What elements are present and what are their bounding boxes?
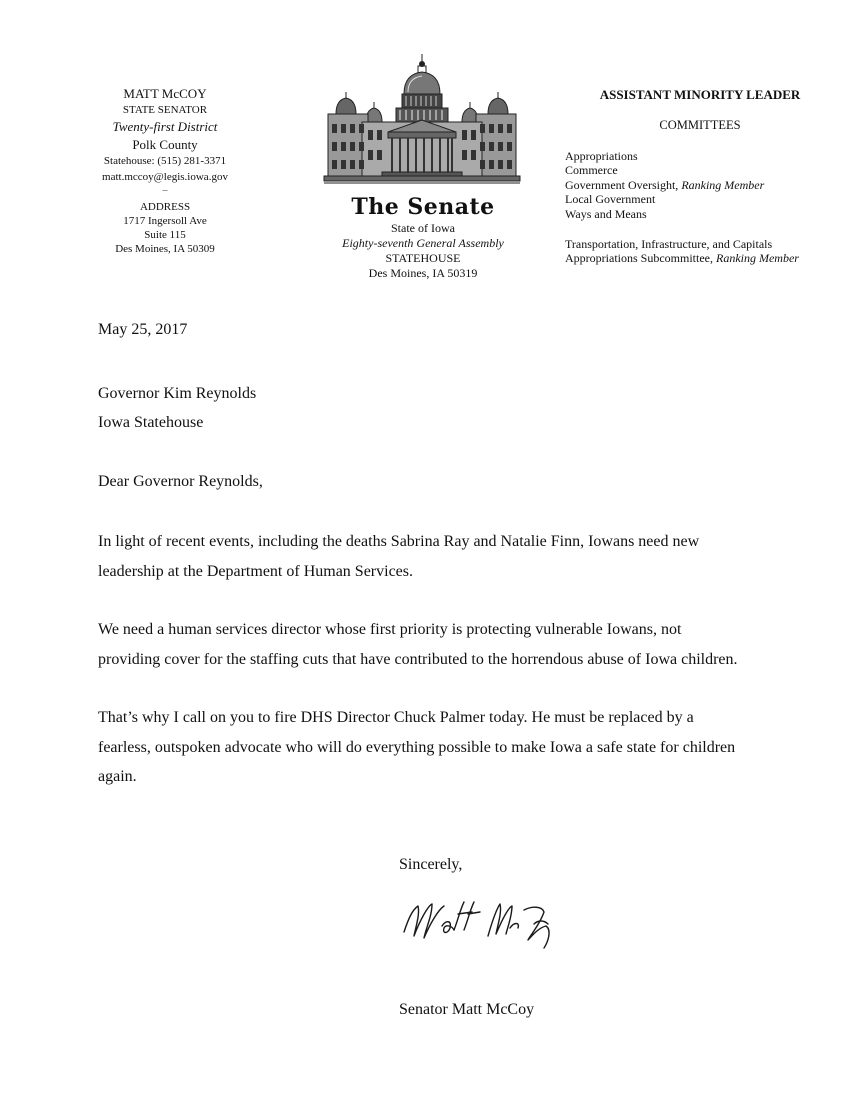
address-line-3: Des Moines, IA 50309 [115, 243, 215, 255]
committee-name: Government Oversight, [565, 177, 682, 192]
committees-heading: COMMITTEES [659, 118, 741, 132]
body-paragraph: In light of recent events, including the deaths Sabrina Ray and Natalie Finn, Iowans need new leadership at the Department of Human Services. [98, 533, 700, 580]
senator-county: Polk County [132, 137, 198, 152]
committee-list [565, 149, 835, 222]
recipient-address: Iowa Statehouse [98, 414, 204, 431]
committee-role: Ranking Member [715, 251, 799, 266]
recipient-name: Governor Kim Reynolds [98, 385, 257, 402]
address-line-2: Suite 115 [144, 229, 186, 241]
subcommittee-item [565, 251, 835, 266]
state-name: State of Iowa [391, 221, 455, 235]
capitol-building-illustration [322, 52, 522, 187]
committee-name: Transportation, Infrastructure, and Capitals [565, 236, 773, 251]
statehouse-label: STATEHOUSE [385, 251, 461, 265]
body-paragraph: That’s why I call on you to fire DHS Director Chuck Palmer today. He must be replaced by a fearless, outspoken advocate who will do everything possible to make Iowa a safe state for children again. [98, 709, 736, 785]
committee-name: Appropriations Subcommittee, [565, 251, 716, 266]
body-paragraph: We need a human services director whose first priority is protecting vulnerable Iowans, not providing cover for the staffing cuts that have contributed to the horrendous abuse of Iowa children. [98, 621, 738, 668]
committee-name: Commerce [565, 163, 618, 178]
senate-block [310, 193, 536, 281]
senator-phone: Statehouse: (515) 281-3371 [103, 155, 227, 167]
address-heading: ADDRESS [139, 201, 191, 213]
committee-name: Local Government [565, 192, 656, 207]
committee-item [565, 207, 835, 222]
leadership-position: ASSISTANT MINORITY LEADER [599, 87, 801, 102]
address-line-1: 1717 Ingersoll Ave [123, 215, 207, 227]
separator-dash: – [162, 185, 168, 196]
senator-title: STATE SENATOR [122, 104, 208, 116]
committee-item [565, 192, 835, 207]
senator-email: matt.mccoy@legis.iowa.gov [102, 171, 228, 183]
closing: Sincerely, [399, 856, 463, 873]
senate-title: The Senate [351, 194, 495, 220]
subcommittee-list [565, 237, 835, 266]
general-assembly: Eighty-seventh General Assembly [342, 236, 504, 250]
committee-item [565, 178, 835, 193]
committee-name: Appropriations [565, 148, 638, 163]
letter-date: May 25, 2017 [98, 321, 188, 338]
handwritten-signature [398, 880, 578, 960]
committee-name: Ways and Means [565, 206, 647, 221]
subcommittee-item [565, 237, 835, 252]
salutation: Dear Governor Reynolds, [98, 473, 263, 490]
committee-role: Ranking Member [681, 177, 765, 192]
committee-item [565, 149, 835, 164]
statehouse-city: Des Moines, IA 50319 [368, 266, 478, 280]
signatory-name: Senator Matt McCoy [399, 1001, 535, 1018]
letter-body [98, 527, 788, 821]
senator-district: Twenty-first District [112, 119, 218, 134]
committee-item [565, 163, 835, 178]
senator-name: MATT McCOY [123, 86, 207, 101]
committees-block [565, 86, 835, 266]
senator-contact-block [60, 86, 270, 256]
